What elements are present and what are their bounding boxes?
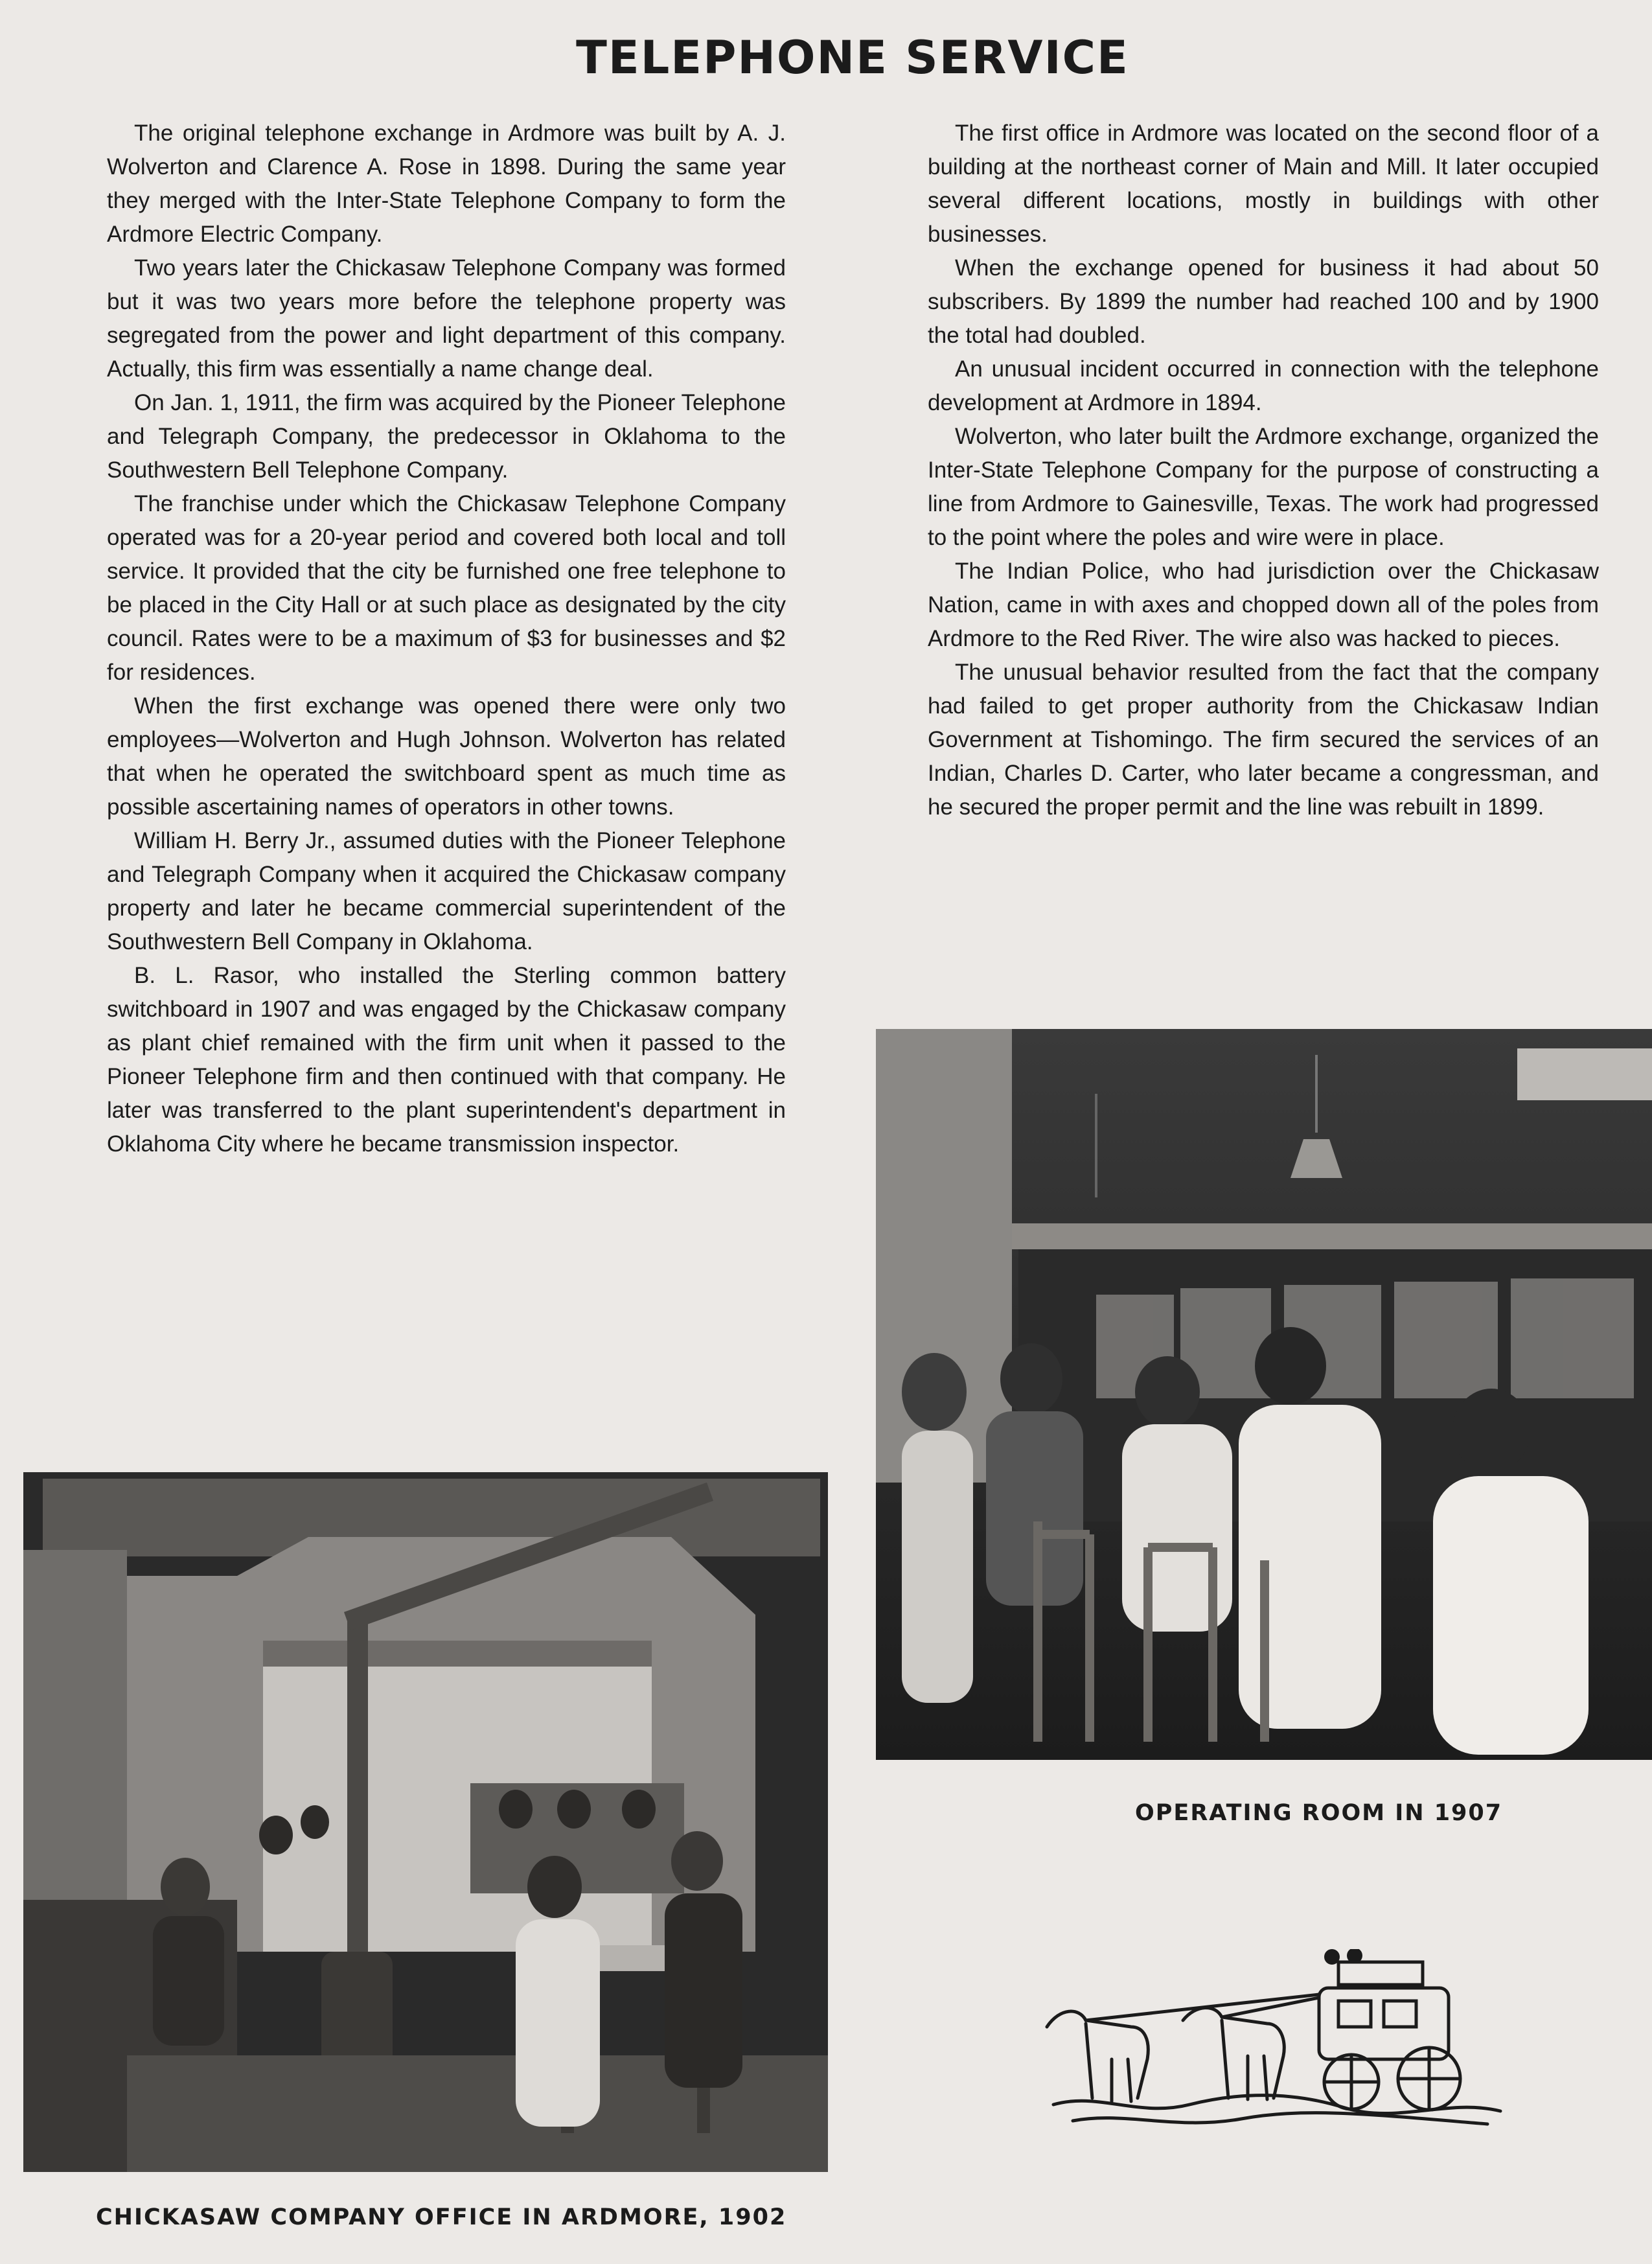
page-title: TELEPHONE SERVICE (576, 31, 1129, 84)
office-illustration (23, 1472, 828, 2172)
office-caption: CHICKASAW COMPANY OFFICE IN ARDMORE, 1902 (96, 2204, 787, 2230)
paragraph: The Indian Police, who had jurisdiction over the Chickasaw Nation, came in with axes and chopped down all of the poles from Ardmore to the Red River. The wire also was hacked to pieces. (928, 559, 1599, 651)
office-photo (23, 1472, 828, 2172)
left-column (107, 117, 786, 1161)
paragraph: The franchise under which the Chickasaw Telephone Company operated was for a 20-year period and covered both local and toll service. It provided that the city be furnished one free telephone to be placed in the City Hall or at such place as designated by the city council. Rates were to be a maximum of $3 for businesses and $2 for residences. (107, 491, 786, 685)
paragraph: The first office in Ardmore was located on the second floor of a building at the northeast corner of Main and Mill. It later occupied several different locations, mostly in buildings with other businesses. (928, 121, 1599, 247)
right-column (928, 117, 1599, 824)
paragraph: Wolverton, who later built the Ardmore exchange, organized the Inter-State Telephone Company for the purpose of constructing a line from Ardmore to Gainesville, Texas. The work had progressed to the point where the poles and wire were in place. (928, 424, 1599, 550)
paragraph: The original telephone exchange in Ardmore was built by A. J. Wolverton and Clarence A. Rose in 1898. During the same year they merged with the Inter-State Telephone Company to form the Ardmore Electric Company. (107, 121, 786, 247)
operating-room-photo (876, 1029, 1652, 1760)
paragraph: When the exchange opened for business it had about 50 subscribers. By 1899 the number had reached 100 and by 1900 the total had doubled. (928, 255, 1599, 348)
stagecoach-illustration (1034, 1949, 1526, 2143)
paragraph: The unusual behavior resulted from the fact that the company had failed to get proper authority from the Chickasaw Indian Government at Tishomingo. The firm secured the services of an Indian, Charles D. Carter, who later became a congressman, and he secured the proper permit and the line was rebuilt in 1899. (928, 660, 1599, 820)
paragraph: B. L. Rasor, who installed the Sterling common battery switchboard in 1907 and was engaged by the Chickasaw company as plant chief remained with the firm unit when it passed to the Pioneer Telephone firm and then continued with that company. He later was transferred to the plant superintendent's department in Oklahoma City where he became transmission inspector. (107, 963, 786, 1157)
paragraph: William H. Berry Jr., assumed duties with the Pioneer Telephone and Telegraph Company when it acquired the Chickasaw company property and later he became commercial superintendent of the Southwestern Bell Company in Oklahoma. (107, 828, 786, 954)
paragraph: Two years later the Chickasaw Telephone Company was formed but it was two years more before the telephone property was segregated from the power and light department of this company. Actually, this firm was essentially a name change deal. (107, 255, 786, 382)
operating-room-caption: OPERATING ROOM IN 1907 (1135, 1800, 1503, 1826)
paragraph: On Jan. 1, 1911, the firm was acquired by the Pioneer Telephone and Telegraph Company, the predecessor in Oklahoma to the Southwestern Bell Telephone Company. (107, 390, 786, 483)
paragraph: When the first exchange was opened there were only two employees—Wolverton and Hugh Johnson. Wolverton has related that when he operated the switchboard spent as much time as possible ascertaining names of operators in other towns. (107, 693, 786, 820)
paragraph: An unusual incident occurred in connection with the telephone development at Ardmore in 1894. (928, 356, 1599, 415)
operating-room-illustration (876, 1029, 1652, 1760)
